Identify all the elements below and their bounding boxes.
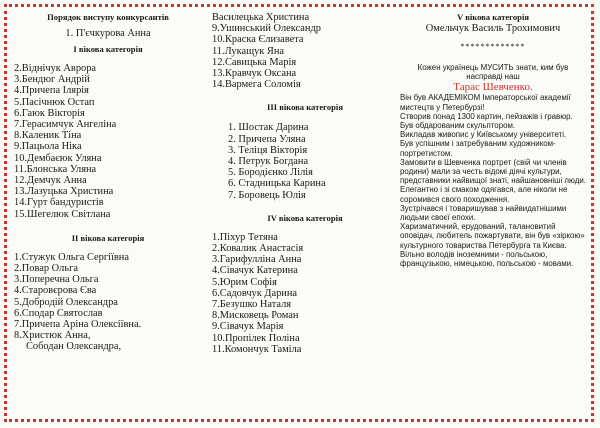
paragraph: Харизматичний, ерудований, талановитий оповідач, любитель пожартувати, він був «зіркою» культурного товариства Петербурга та Києва. [400, 222, 585, 250]
list-item: 14.Вармега Соломія [212, 79, 301, 91]
list-item: 3.Гарифулліна Анна [212, 254, 302, 266]
paragraph: Викладав живопис у Київському університеті. [400, 130, 567, 140]
list-item: 10.Краска Єлизавета [212, 34, 304, 46]
paragraph: Замовити в Шевченка портрет (свій чи членів родини) мали за честь відомі діячі культури, представники найвищої знаті, найшановніші люди. [400, 157, 586, 186]
list-item: 14.Гурт бандуристів [14, 197, 104, 209]
list-item: 1.Стужук Ольга Сергіївна [14, 251, 129, 263]
list-item: 6.Садовчук Дарина [212, 287, 298, 299]
stars-divider: ************* [460, 42, 526, 51]
list-item: 4.Старовєрова Єва [14, 285, 97, 297]
list-item: 9.Ушинський Олександр [212, 23, 321, 35]
list-item: 3.Поперечна Ольга [14, 274, 99, 286]
list-item: 7.Причепа Аріна Олексіївна. [14, 319, 142, 331]
list-item: 6. Стадницька Карина [228, 178, 326, 190]
list-item: 2. Причепа Уляна [228, 133, 306, 145]
list-item: 10.Дембаєюк Уляна [14, 152, 102, 164]
program-header: Порядок виступу конкурсантів [47, 12, 169, 22]
list-item: 10.Пропілек Поліна [212, 332, 300, 344]
category-5-title: V вікова категорія [457, 12, 529, 22]
list-item: 11.Лукащук Яна [212, 45, 285, 57]
list-item: 8.Мисковець Роман [212, 310, 299, 322]
category-2-continued-list [212, 12, 398, 90]
category-4-list [212, 232, 398, 355]
paragraph: Елегантно і зі смаком одягався, але ніколи не соромився свого походження. [400, 185, 568, 204]
list-item: 8.Христюк Анна, [14, 330, 91, 342]
list-item: 11.Комончук Таміла [212, 343, 302, 355]
list-item: 15.Шегелюк Світлана [14, 208, 111, 220]
list-item: 7. Боровець Юлія [228, 189, 306, 201]
list-item: Василецька Христина [212, 12, 310, 23]
list-item: 12.Демчук Анна [14, 175, 87, 187]
paragraph: Був обдарованим скульптором. [400, 121, 516, 131]
paragraph: Він був АКАДЕМІКОМ Імператорської академії мистецтв у Петербурзі! [400, 93, 571, 112]
category-3-list [212, 122, 398, 200]
list-item: 5.Юрим Софія [212, 276, 277, 288]
list-item: Cободан Олександра, [26, 341, 122, 353]
intro-line-1: Кожен українець МУСИТЬ знати, ким був [417, 63, 569, 72]
paragraph: Зустрічався і товаришував з найвидатнішими людьми своєї епохи. [400, 203, 567, 223]
category-4-title: IV вікова категорія [267, 212, 343, 223]
first-performer: 1. П'єчкурова Анна [65, 28, 151, 39]
hero-name: Тарас Шевченко. [453, 81, 533, 94]
column-right [400, 12, 586, 268]
category-1-title: I вікова категорія [73, 44, 143, 54]
list-item: 8.Каленик Тіна [14, 130, 82, 142]
list-item: 2.Повар Ольга [14, 263, 78, 275]
list-item: 3.Бендюг Андрій [14, 74, 90, 86]
column-middle [212, 12, 398, 355]
list-item: 9.Пацьола Ніка [14, 141, 82, 153]
list-item: 6.Гаюк Вікторія [14, 107, 85, 119]
list-item: 4.Причепа Ілярія [14, 85, 89, 97]
list-item: 3. Теліця Вікторія [228, 144, 308, 156]
list-item: 12.Савицька Марія [212, 56, 297, 68]
intro-line-2: насправді наш [466, 72, 520, 82]
category-2-list [14, 252, 202, 342]
paragraph: Був успішним і затребуваним художником-портретистом. [400, 139, 556, 158]
list-item: 2.Віднічук Аврора [14, 63, 97, 74]
list-item: 11.Блонська Уляна [14, 163, 97, 175]
list-item: 9.Сівачук Марія [212, 321, 284, 333]
category-1-list [14, 63, 202, 220]
list-item: 5.Пасічнюк Остап [14, 96, 95, 108]
category-3-title: III вікова категорія [267, 102, 343, 113]
column-left [14, 12, 202, 353]
list-item: 6.Сподар Святослав [14, 307, 103, 319]
list-item: 7.Герасимчук Ангеліна [14, 119, 117, 131]
list-item: 13.Лазуцька Христина [14, 186, 114, 198]
category-2-title: II вікова категорія [71, 232, 145, 243]
list-item: 1. Шостак Дарина [228, 122, 309, 134]
list-item: 1.Піхур Тетяна [212, 231, 278, 243]
list-item: 2.Ковалик Анастасія [212, 243, 304, 255]
list-item: 4.Сівачук Катерина [212, 265, 298, 277]
category-5-performer: Омельчук Василь Трохимович [425, 23, 561, 34]
paragraph: Вільно володів іноземними - польською, французькою, німецькою, польською - мовами. [400, 249, 574, 269]
list-item: 4. Петрук Богдана [228, 156, 309, 168]
list-item: 13.Кравчук Оксана [212, 68, 297, 80]
list-item: 5.Добродій Олександра [14, 296, 118, 308]
list-item: 7.Безушко Наталя [212, 299, 292, 311]
paragraph: Створив понад 1300 картин, пейзажів і гравюр. [400, 111, 573, 121]
biography-paragraphs [400, 93, 586, 268]
list-item: 5. Бородієнко Лілія [228, 167, 313, 179]
